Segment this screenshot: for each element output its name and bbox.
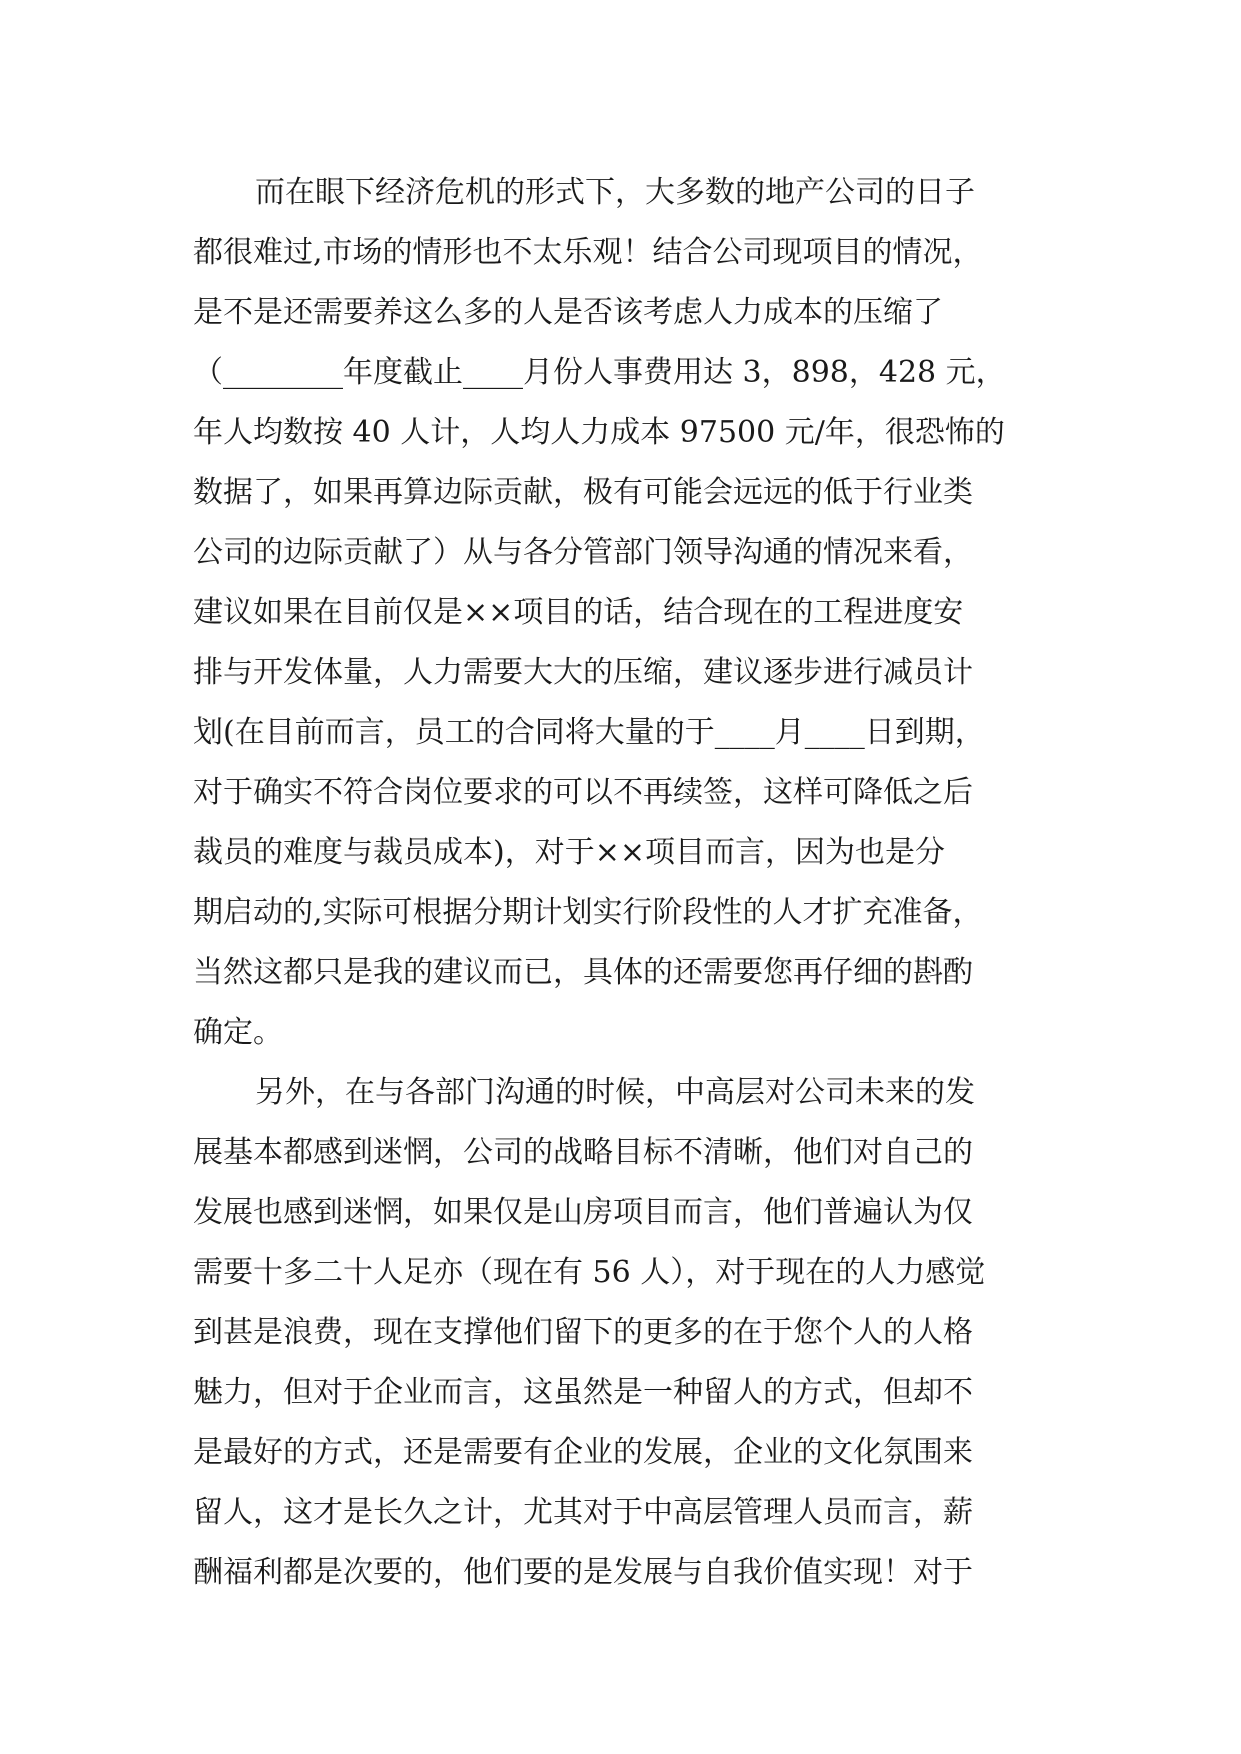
- text-line: 另外，在与各部门沟通的时候，中高层对公司未来的发: [255, 1075, 975, 1110]
- text-line: 是最好的方式，还是需要有企业的发展，企业的文化氛围来: [193, 1435, 973, 1470]
- text-line: 当然这都只是我的建议而已，具体的还需要您再仔细的斟酌: [193, 955, 973, 990]
- text-line: 留人，这才是长久之计，尤其对于中高层管理人员而言，薪: [193, 1495, 973, 1530]
- text-line: 发展也感到迷惘，如果仅是山房项目而言，他们普遍认为仅: [193, 1195, 973, 1230]
- text-line: 展基本都感到迷惘，公司的战略目标不清晰，他们对自己的: [193, 1135, 973, 1170]
- text-line: 都很难过,市场的情形也不太乐观！结合公司现项目的情况，: [193, 235, 983, 270]
- text-line: 而在眼下经济危机的形式下，大多数的地产公司的日子: [255, 175, 975, 210]
- text-line: 建议如果在目前仅是××项目的话，结合现在的工程进度安: [193, 595, 964, 630]
- text-line: 酬福利都是次要的，他们要的是发展与自我价值实现！对于: [193, 1555, 973, 1590]
- text-line: 年人均数按 40 人计，人均人力成本 97500 元/年，很恐怖的: [193, 415, 1005, 450]
- text-line: 到甚是浪费，现在支撑他们留下的更多的在于您个人的人格: [193, 1315, 973, 1350]
- text-line: 数据了，如果再算边际贡献，极有可能会远远的低于行业类: [193, 475, 973, 510]
- text-line: 公司的边际贡献了）从与各分管部门领导沟通的情况来看，: [193, 535, 973, 570]
- text-line: 魅力，但对于企业而言，这虽然是一种留人的方式，但却不: [193, 1375, 973, 1410]
- text-line: 裁员的难度与裁员成本)，对于××项目而言，因为也是分: [193, 835, 945, 870]
- text-line: 排与开发体量，人力需要大大的压缩，建议逐步进行减员计: [193, 655, 973, 690]
- paragraph-1: [193, 163, 1053, 1063]
- text-line: 期启动的,实际可根据分期计划实行阶段性的人才扩充准备，: [193, 895, 983, 930]
- text-line: 需要十多二十人足亦（现在有 56 人），对于现在的人力感觉: [193, 1255, 986, 1290]
- paragraph-2: [193, 1063, 1053, 1603]
- text-line: （________年度截止____月份人事费用达 3，898，428 元，: [193, 355, 1006, 390]
- text-line: 对于确实不符合岗位要求的可以不再续签，这样可降低之后: [193, 775, 973, 810]
- document-body: [193, 163, 1053, 1603]
- text-line: 划(在目前而言，员工的合同将大量的于____月____日到期，: [193, 715, 985, 750]
- text-line: 是不是还需要养这么多的人是否该考虑人力成本的压缩了: [193, 295, 943, 330]
- text-line: 确定。: [193, 1015, 283, 1050]
